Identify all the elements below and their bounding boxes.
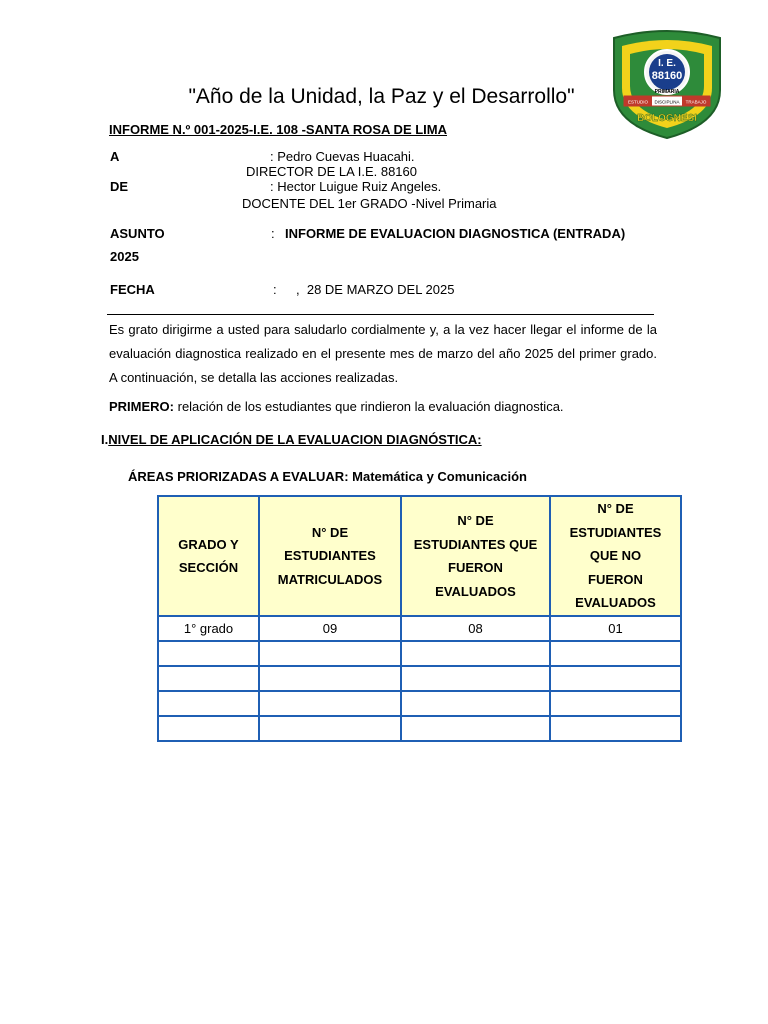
table-cell: 09 [259, 616, 401, 641]
table-cell: 01 [550, 616, 681, 641]
informe-title: INFORME N.º 001-2025-I.E. 108 -SANTA ROSA DE LIMA [109, 122, 447, 137]
table-cell [401, 666, 550, 691]
primero-text: relación de los estudiantes que rindieron la evaluación diagnostica. [174, 399, 564, 414]
asunto-label: ASUNTO [110, 226, 165, 241]
de-role: DOCENTE DEL 1er GRADO -Nivel Primaria [242, 196, 497, 211]
table-header-row [158, 496, 681, 616]
intro-paragraph: Es grato dirigirme a usted para saludarlo cordialmente y, a la vez hacer llegar el informe de la evaluación diagnostica realizado en el presente mes de marzo del año 2025 del primer grado. A continuación, se detalla las acciones realizadas. [109, 322, 657, 385]
table-cell [550, 666, 681, 691]
table-row [158, 716, 681, 741]
asunto-value: INFORME DE EVALUACION DIAGNOSTICA (ENTRADA) [285, 226, 626, 241]
table-cell [259, 641, 401, 666]
table-cell [401, 716, 550, 741]
logo-banner-mid: DISCIPLINA [654, 99, 680, 105]
table-cell [550, 691, 681, 716]
primero-label: PRIMERO: [109, 399, 174, 414]
a-label: A [110, 149, 120, 164]
table-row [158, 691, 681, 716]
students-table [157, 495, 682, 742]
table-cell [158, 716, 259, 741]
primero-line [109, 399, 564, 414]
header-no-evaluados: N° DE ESTUDIANTES QUE NO FUERON EVALUADOS [550, 496, 681, 616]
table-cell [401, 691, 550, 716]
table-cell: 1° grado [158, 616, 259, 641]
logo-line3: PRIMARIA [654, 89, 680, 95]
table-cell [158, 691, 259, 716]
areas-label: ÁREAS PRIORIZADAS A EVALUAR: [128, 469, 349, 484]
divider [107, 314, 654, 315]
table-cell [259, 691, 401, 716]
table-cell: 08 [401, 616, 550, 641]
logo-banner-right: TRABAJO [685, 99, 707, 105]
section-title: NIVEL DE APLICACIÓN DE LA EVALUACION DIAGNÓSTICA: [108, 432, 482, 447]
logo-banner-left: ESTUDIO [627, 99, 649, 105]
table-cell [158, 666, 259, 691]
table-cell [550, 716, 681, 741]
fecha-value: , 28 DE MARZO DEL 2025 [296, 282, 455, 297]
table-row [158, 666, 681, 691]
table-row [158, 616, 681, 641]
table-cell [401, 641, 550, 666]
logo-line1: I. E. [658, 58, 676, 69]
section-heading [101, 432, 482, 447]
section-number: I. [101, 432, 109, 447]
logo-name: BOLOGNESI [636, 113, 698, 124]
header-evaluados: N° DE ESTUDIANTES QUE FUERON EVALUADOS [401, 496, 550, 616]
logo-line2: 88160 [651, 70, 683, 82]
table-cell [259, 716, 401, 741]
table-cell [158, 641, 259, 666]
de-value: : Hector Luigue Ruiz Angeles. [270, 179, 442, 194]
fecha-colon: : [273, 282, 277, 297]
table-cell [550, 641, 681, 666]
header-grado: GRADO Y SECCIÓN [158, 496, 259, 616]
table-cell [259, 666, 401, 691]
year-title: "Año de la Unidad, la Paz y el Desarrollo" [188, 85, 575, 108]
fecha-label: FECHA [110, 282, 155, 297]
de-label: DE [110, 179, 129, 194]
asunto-colon: : [271, 226, 275, 241]
asunto-year: 2025 [110, 249, 139, 264]
areas-line [128, 469, 527, 484]
table-row [158, 641, 681, 666]
a-role: DIRECTOR DE LA I.E. 88160 [246, 164, 417, 179]
areas-value: Matemática y Comunicación [348, 469, 527, 484]
school-shield-logo-icon [608, 28, 726, 140]
header-matriculados: N° DE ESTUDIANTES MATRICULADOS [259, 496, 401, 616]
a-value: : Pedro Cuevas Huacahi. [270, 149, 415, 164]
